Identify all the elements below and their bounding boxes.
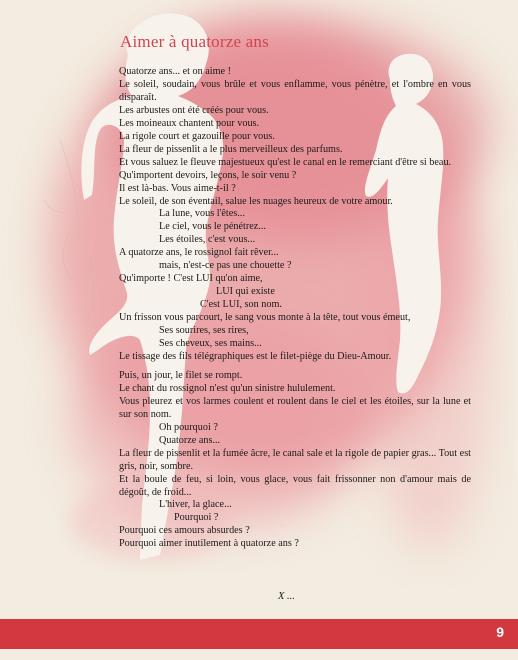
poem-line: Pourquoi ? xyxy=(174,512,219,524)
poem-line: Et vous saluez le fleuve majestueux qu'est le canal en le remerciant d'être si beau. xyxy=(119,156,452,168)
poem-title: Aimer à quatorze ans xyxy=(120,32,269,51)
poem-line: Les étoiles, c'est vous... xyxy=(159,234,256,246)
poem-line: Un frisson vous parcourt, le sang vous monte à la tête, tout vous émeut, xyxy=(119,312,411,324)
poem-line: Le tissage des fils télégraphiques est le filet-piège du Dieu-Amour. xyxy=(119,350,392,362)
poem-line: La fleur de pissenlit et la fumée âcre, le canal sale et la rigole de papier gras... Tout est gris, noir, sombre. xyxy=(119,447,471,472)
poem-line: Les moineaux chantent pour vous. xyxy=(119,117,260,129)
poem-line: Qu'importent devoirs, leçons, le soir venu ? xyxy=(119,169,297,181)
poem-line: LUI qui existe xyxy=(216,286,275,298)
poem-line: La fleur de pissenlit a le plus merveilleux des parfums. xyxy=(119,143,343,155)
poem-line: Puis, un jour, le filet se rompt. xyxy=(119,369,243,381)
poem-line: Oh pourquoi ? xyxy=(159,421,218,433)
poem-line: mais, n'est-ce pas une chouette ? xyxy=(159,260,292,272)
poem-line: Les arbustes ont été créés pour vous. xyxy=(119,104,269,116)
poem-line: Qu'importe ! C'est LUI qu'on aime, xyxy=(119,273,263,285)
poem-line: Quatorze ans... et on aime ! xyxy=(119,66,232,77)
poem-line: Et la boule de feu, si loin, vous glace, vous fait frissonner non d'amour mais de dégoût, de froid... xyxy=(119,473,471,498)
poem-line: Ses sourires, ses rires, xyxy=(159,325,249,337)
poem-line: La lune, vous l'êtes... xyxy=(159,208,245,220)
footer-band xyxy=(0,619,518,649)
page-number: 9 xyxy=(496,624,504,640)
poem-line: Le ciel, vous le pénétrez... xyxy=(159,221,266,233)
poem-line: Le soleil, soudain, vous brûle et vous enflamme, vous pénètre, et l'ombre en vous disparaît. xyxy=(119,78,471,103)
poem-line: Vous pleurez et vos larmes coulent et roulent dans le ciel et les étoiles, sur la lune et sur son nom. xyxy=(119,395,471,420)
poem-line: C'est LUI, son nom. xyxy=(200,299,282,311)
author-signature: X ... xyxy=(278,591,295,602)
poem-line: Le chant du rossignol n'est qu'un sinistre hululement. xyxy=(119,382,336,394)
poem-line: A quatorze ans, le rossignol fait rêver... xyxy=(119,247,279,259)
poem-line: Ses cheveux, ses mains... xyxy=(159,338,262,350)
poem-line: Il est là-bas. Vous aime-t-il ? xyxy=(119,182,236,194)
poem-line: Pourquoi aimer inutilement à quatorze ans ? xyxy=(119,538,299,550)
poem-line: Pourquoi ces amours absurdes ? xyxy=(119,525,250,537)
poem-line: Le soleil, de son éventail, salue les nuages heureux de votre amour. xyxy=(119,195,393,207)
poem-line: La rigole court et gazouille pour vous. xyxy=(119,130,275,142)
poem-line: L'hiver, la glace... xyxy=(159,499,232,511)
poem-line: Quatorze ans... xyxy=(159,434,221,446)
poem-body xyxy=(119,66,471,551)
